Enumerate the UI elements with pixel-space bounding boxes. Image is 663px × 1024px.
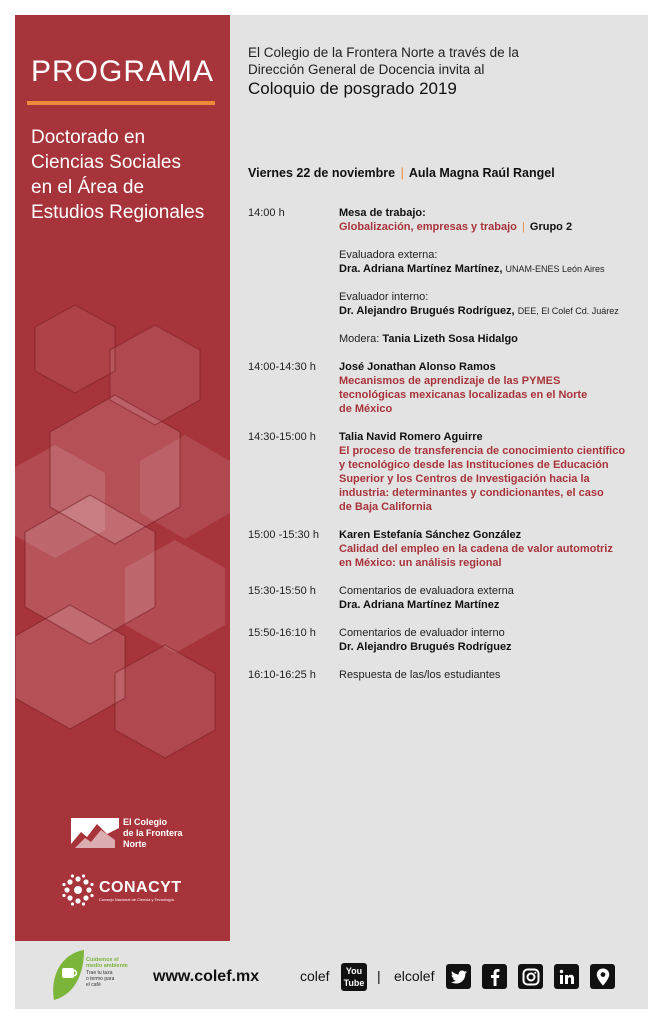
commenter-name: Dra. Adriana Martínez Martínez bbox=[339, 599, 500, 611]
eco-leaf-badge bbox=[50, 948, 150, 1008]
leaf-cup-icon bbox=[50, 948, 150, 1003]
intro-line: El Colegio de la Frontera Norte a través de la bbox=[248, 45, 519, 60]
schedule-time: 15:50-16:10 h bbox=[248, 627, 316, 639]
youtube-top-text: You bbox=[345, 966, 363, 976]
footer-divider: | bbox=[377, 968, 381, 984]
leaf-text-line: Trae tu taza bbox=[86, 970, 113, 976]
session-label: Comentarios de evaluador interno bbox=[339, 627, 505, 639]
internal-evaluator-name: Dr. Alejandro Brugués Rodríguez, bbox=[339, 305, 515, 317]
leaf-text-line: o termo para bbox=[86, 976, 115, 982]
instagram-icon[interactable] bbox=[518, 964, 543, 989]
leaf-text-line: Cuidemos el bbox=[86, 957, 119, 963]
presenter-name: Karen Estefanía Sánchez González bbox=[339, 529, 522, 541]
doctorate-line: Doctorado en bbox=[31, 127, 146, 148]
intro-line: Dirección General de Docencia invita al bbox=[248, 62, 485, 77]
schedule bbox=[248, 206, 633, 682]
intro-text bbox=[248, 44, 519, 100]
schedule-item bbox=[248, 668, 633, 682]
session-label: Comentarios de evaluadora externa bbox=[339, 585, 514, 597]
conacyt-logo bbox=[61, 873, 182, 907]
external-evaluator-name: Dra. Adriana Martínez Martínez, bbox=[339, 263, 503, 275]
session-title: Mesa de trabajo: bbox=[339, 207, 426, 219]
session-label: Respuesta de las/los estudiantes bbox=[339, 669, 501, 681]
facebook-f-icon bbox=[490, 968, 500, 986]
separator: | bbox=[400, 166, 404, 180]
youtube-username: colef bbox=[300, 968, 330, 984]
talk-title-line: El proceso de transferencia de conocimiento científico bbox=[339, 445, 626, 457]
session-topic: Globalización, empresas y trabajo bbox=[339, 221, 517, 233]
leaf-text-line: el café bbox=[86, 982, 101, 988]
talk-title-line: de México bbox=[339, 403, 393, 415]
doctorate-line: Estudios Regionales bbox=[31, 202, 205, 223]
linkedin-in-icon bbox=[559, 969, 575, 985]
talk-title-line: industria: determinantes y condicionantes, el caso bbox=[339, 487, 604, 499]
social-username: elcolef bbox=[394, 968, 435, 984]
map-pin-icon bbox=[596, 968, 610, 986]
event-title: Coloquio de posgrado 2019 bbox=[248, 79, 457, 98]
twitter-icon[interactable] bbox=[446, 964, 471, 989]
schedule-item bbox=[248, 206, 633, 346]
presenter-name: Talia Navid Romero Aguirre bbox=[339, 431, 483, 443]
schedule-time: 14:30-15:00 h bbox=[248, 431, 316, 443]
event-date: Viernes 22 de noviembre bbox=[248, 166, 396, 180]
colef-logo bbox=[71, 817, 183, 850]
schedule-item bbox=[248, 626, 633, 654]
youtube-icon[interactable] bbox=[341, 963, 367, 991]
talk-title-line: tecnológicas mexicanas localizadas en el Norte bbox=[339, 389, 588, 401]
conacyt-emblem-icon bbox=[61, 873, 95, 907]
talk-title-line: Superior y los Centros de Investigación hacia la bbox=[339, 473, 590, 485]
event-place: Aula Magna Raúl Rangel bbox=[408, 166, 555, 180]
doctorate-line: Ciencias Sociales bbox=[31, 152, 181, 173]
schedule-time: 15:00 -15:30 h bbox=[248, 529, 319, 541]
event-date-place bbox=[248, 166, 555, 180]
location-icon[interactable] bbox=[590, 964, 615, 989]
linkedin-icon[interactable] bbox=[554, 964, 579, 989]
talk-title-line: Calidad del empleo en la cadena de valor automotriz bbox=[339, 543, 613, 555]
sidebar-panel bbox=[15, 15, 230, 941]
internal-evaluator-label: Evaluador interno: bbox=[339, 291, 429, 303]
colef-mountain-icon bbox=[71, 818, 119, 850]
twitter-bird-icon bbox=[451, 970, 467, 984]
youtube-bottom-text: Tube bbox=[343, 978, 365, 988]
doctorate-name bbox=[31, 125, 226, 225]
doctorate-line: en el Área de bbox=[31, 177, 145, 198]
schedule-item bbox=[248, 360, 633, 416]
colef-logo-line: de la Frontera bbox=[123, 828, 183, 838]
facebook-icon[interactable] bbox=[482, 964, 507, 989]
conacyt-subtitle: Consejo Nacional de Ciencia y Tecnología bbox=[99, 896, 174, 902]
schedule-time: 16:10-16:25 h bbox=[248, 669, 316, 681]
title-underline bbox=[27, 101, 215, 105]
program-title: PROGRAMA bbox=[31, 55, 215, 88]
schedule-item bbox=[248, 528, 633, 570]
presenter-name: José Jonathan Alonso Ramos bbox=[339, 361, 496, 373]
talk-title-line: de Baja California bbox=[339, 501, 432, 513]
internal-evaluator-affiliation: DEE, El Colef Cd. Juárez bbox=[517, 306, 619, 316]
schedule-time: 14:00 h bbox=[248, 207, 285, 219]
instagram-camera-icon bbox=[522, 968, 540, 986]
commenter-name: Dr. Alejandro Brugués Rodríguez bbox=[339, 641, 512, 653]
external-evaluator-affiliation: UNAM-ENES León Aires bbox=[505, 264, 605, 274]
schedule-item bbox=[248, 430, 633, 514]
colef-logo-text bbox=[123, 817, 183, 850]
website-link[interactable]: www.colef.mx bbox=[153, 968, 260, 985]
talk-title-line: Mecanismos de aprendizaje de las PYMES bbox=[339, 375, 561, 387]
talk-title-line: en México: un análisis regional bbox=[339, 557, 502, 569]
separator: | bbox=[521, 221, 525, 233]
moderator-name: Tania Lizeth Sosa Hidalgo bbox=[382, 333, 518, 345]
colef-logo-line: Norte bbox=[123, 839, 147, 849]
schedule-time: 15:30-15:50 h bbox=[248, 585, 316, 597]
session-group: Grupo 2 bbox=[529, 221, 573, 233]
leaf-text-line: medio ambiente bbox=[86, 963, 128, 969]
moderator-label: Modera: bbox=[339, 333, 380, 345]
talk-title-line: y tecnológico desde las Instituciones de Educación bbox=[339, 459, 609, 471]
schedule-time: 14:00-14:30 h bbox=[248, 361, 316, 373]
colef-logo-line: El Colegio bbox=[123, 817, 168, 827]
hexagon-pattern bbox=[15, 285, 230, 765]
conacyt-wordmark bbox=[99, 879, 182, 902]
schedule-item bbox=[248, 584, 633, 612]
conacyt-name: CONACYT bbox=[99, 878, 182, 896]
external-evaluator-label: Evaluadora externa: bbox=[339, 249, 438, 261]
